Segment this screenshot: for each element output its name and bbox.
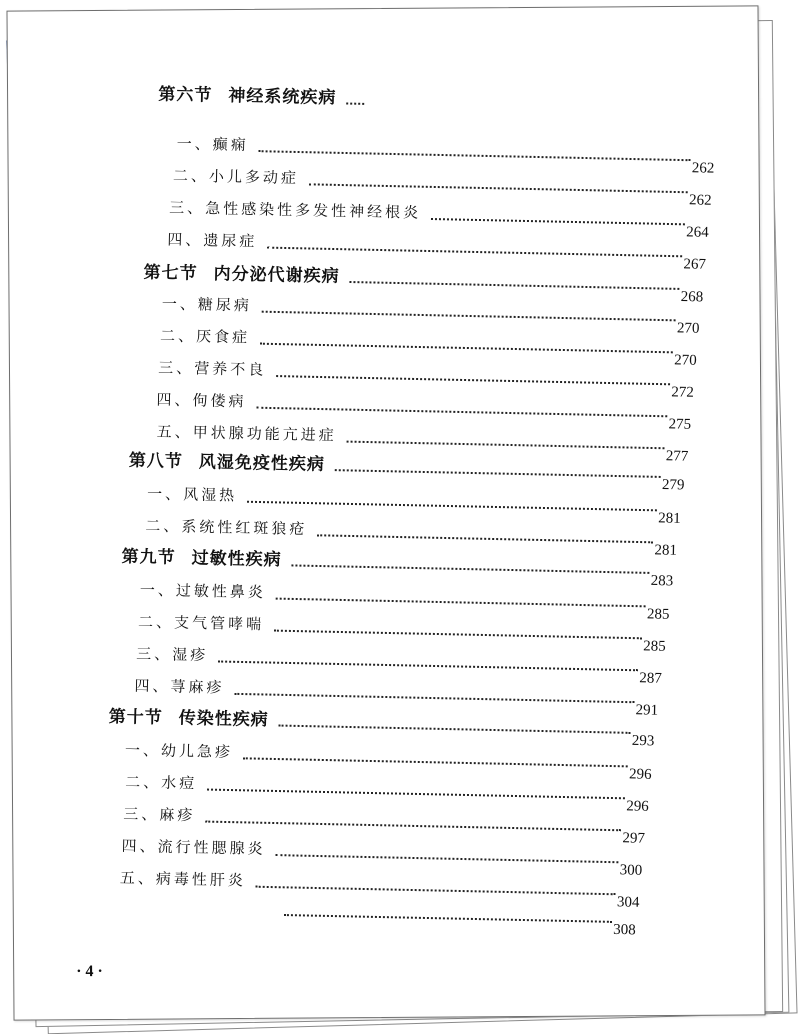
- toc-entry-name: 湿疹: [172, 646, 209, 665]
- dot-leader: [279, 725, 630, 734]
- toc-entry-title: [123, 805, 195, 827]
- toc-entry-name: 遗尿症: [203, 232, 258, 251]
- toc-entry-number: 三、: [123, 805, 160, 824]
- toc-entry-title: [160, 327, 250, 349]
- toc-page-number: 281: [658, 510, 681, 527]
- dot-leader: [218, 660, 637, 671]
- toc-page-number: 277: [665, 448, 689, 465]
- toc-entry-title: [173, 166, 299, 189]
- dot-leader: [335, 469, 660, 478]
- toc-entry-number: 二、: [124, 773, 162, 792]
- dot-leader: [291, 564, 648, 573]
- toc-page-number: 268: [680, 288, 704, 306]
- toc-entry-title: [108, 707, 268, 730]
- toc-page-number: 296: [628, 766, 652, 783]
- toc-entry-name: 小儿多动症: [208, 168, 300, 188]
- dot-leader: [207, 789, 624, 800]
- dot-leader: [243, 757, 627, 767]
- toc-page-number: 279: [661, 476, 685, 494]
- toc-page-number: 270: [676, 320, 700, 337]
- dot-leader: [276, 598, 645, 608]
- toc-entry-title: [167, 231, 257, 253]
- toc-entry-name: 过敏性鼻炎: [175, 582, 267, 602]
- dot-leader: [247, 501, 656, 512]
- dot-leader: [309, 183, 687, 193]
- toc-page-number: 264: [686, 224, 709, 241]
- toc-entry-number: 二、: [159, 327, 197, 346]
- toc-entry-name: 麻疹: [159, 806, 196, 825]
- toc-page-number: 285: [646, 606, 670, 623]
- toc-entry-number: 二、: [137, 613, 175, 632]
- toc-entry-name: 幼儿急疹: [160, 742, 234, 762]
- dot-leader: [431, 218, 684, 225]
- toc-entry-title: [140, 581, 266, 604]
- dot-leader: [256, 407, 666, 418]
- toc-page-number: 296: [626, 798, 649, 815]
- toc-page-number: 304: [616, 894, 640, 911]
- toc-entry-number: 一、: [161, 295, 199, 314]
- toc-entry-number: 三、: [136, 645, 173, 664]
- toc-entry-number: 一、: [139, 581, 177, 600]
- toc-entry-name: 过敏性疾病: [191, 548, 282, 570]
- toc-entry-title: [162, 295, 252, 317]
- toc-entry-title: [176, 134, 248, 156]
- dot-leader: [275, 854, 617, 863]
- dot-leader: [346, 103, 364, 105]
- toc-entry-title: [136, 645, 208, 667]
- toc-page-number: 267: [683, 256, 707, 273]
- toc-entry-name: 荨麻疹: [170, 678, 225, 697]
- toc-entry-number: 第八节: [128, 450, 184, 471]
- toc-entry-title: [120, 869, 246, 892]
- toc-page-number: 281: [654, 542, 678, 559]
- toc-entry-name: 佝偻病: [192, 392, 247, 411]
- toc-entry-name: 传染性疾病: [178, 708, 269, 730]
- toc-page-number: 270: [673, 352, 697, 369]
- toc-page-number: 275: [668, 416, 692, 433]
- toc-entry-number: 二、: [145, 517, 182, 536]
- dot-leader: [267, 247, 681, 258]
- toc-entry-title: [145, 517, 307, 540]
- dot-leader: [260, 343, 672, 354]
- table-of-contents: [7, 6, 757, 939]
- dot-leader: [284, 914, 611, 923]
- toc-entry-name: 营养不良: [194, 360, 267, 379]
- toc-entry-title: [169, 199, 421, 224]
- toc-entry-name: 系统性红斑狼疮: [181, 518, 308, 539]
- toc-entry-title: [125, 773, 197, 795]
- dot-leader: [349, 281, 678, 290]
- toc-entry-title: [143, 263, 339, 287]
- toc-entry-number: 一、: [176, 135, 213, 154]
- toc-entry-number: 第六节: [158, 84, 213, 105]
- toc-entry-name: 病毒性肝炎: [155, 870, 247, 890]
- toc-entry-title: [157, 423, 337, 447]
- dot-leader: [205, 821, 620, 832]
- toc-entry-name: 糖尿病: [197, 296, 253, 315]
- toc-entry-name: 癫痫: [212, 136, 249, 154]
- toc-entry-name: 甲状腺功能亢进症: [192, 424, 337, 445]
- toc-entry-title: [158, 85, 336, 109]
- toc-page-number: 308: [613, 921, 636, 939]
- toc-page-number: 262: [691, 160, 715, 177]
- toc-entry-title: [121, 837, 265, 860]
- dot-leader: [262, 311, 675, 322]
- toc-page: [6, 5, 765, 1020]
- toc-entry-name: 水痘: [160, 774, 198, 793]
- toc-page-number: 293: [631, 732, 655, 750]
- toc-entry-name: 急性感染性多发性神经根炎: [204, 200, 422, 222]
- toc-page-number: 300: [619, 862, 643, 879]
- toc-entry-name: 支气管哮喘: [173, 614, 265, 634]
- dot-leader: [317, 534, 652, 543]
- toc-page-number: 262: [688, 192, 712, 209]
- toc-entry-number: 第十节: [108, 706, 163, 728]
- toc-entry-number: 四、: [156, 391, 193, 410]
- toc-page-number: 272: [671, 384, 695, 401]
- page-number: · 4 ·: [76, 962, 103, 981]
- toc-entry-title: [125, 741, 233, 763]
- toc-entry-title: [138, 613, 264, 636]
- dot-leader: [274, 630, 641, 640]
- toc-entry-number: 第七节: [143, 262, 198, 283]
- toc-entry-number: 五、: [156, 423, 193, 442]
- toc-section-row: [158, 77, 367, 109]
- toc-page-number: 297: [622, 830, 646, 847]
- toc-entry-name: 神经系统疾病: [228, 86, 337, 108]
- toc-entry-title: [158, 359, 266, 381]
- toc-entry-title: [156, 391, 246, 413]
- toc-entry-number: 三、: [158, 359, 195, 378]
- dot-leader: [234, 693, 633, 703]
- dot-leader: [276, 375, 669, 385]
- toc-entry-number: 一、: [146, 485, 184, 504]
- toc-entry-title: [121, 547, 281, 570]
- toc-entry-number: 一、: [124, 741, 162, 760]
- toc-entry-number: 四、: [121, 837, 158, 856]
- toc-entry-title: [129, 451, 325, 475]
- toc-page-number: 285: [642, 638, 666, 655]
- toc-entry-name: 风湿热: [182, 486, 238, 505]
- toc-entry-number: 第九节: [121, 546, 176, 567]
- toc-entry-number: 四、: [167, 231, 204, 250]
- toc-entry-name: 流行性腮腺炎: [157, 838, 266, 858]
- toc-page-number: 287: [639, 670, 663, 687]
- toc-entry-title: [147, 485, 237, 507]
- toc-entry-number: 二、: [172, 167, 210, 186]
- toc-entry-number: 四、: [134, 677, 171, 696]
- toc-page-number: 291: [635, 702, 659, 719]
- toc-entry-number: 三、: [168, 199, 206, 218]
- toc-page-number: 283: [650, 572, 674, 590]
- toc-entry-name: 内分泌代谢疾病: [213, 264, 340, 286]
- toc-entry-title: [134, 677, 224, 699]
- toc-entry-name: 风湿免疫性疾病: [198, 452, 326, 474]
- dot-leader: [259, 150, 690, 161]
- toc-entry-name: 厌食症: [195, 328, 251, 347]
- toc-entry-number: 五、: [119, 869, 157, 888]
